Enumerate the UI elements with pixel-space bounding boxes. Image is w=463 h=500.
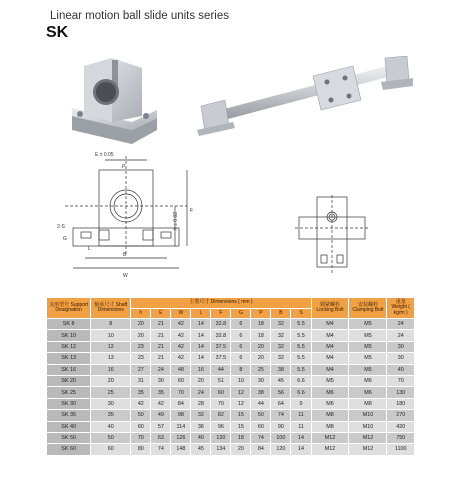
table-cell: 25: [251, 364, 271, 375]
table-cell: 44: [211, 364, 231, 375]
model-cell: SK 25: [47, 387, 91, 398]
dim-h-label: h ± 0.02: [173, 211, 179, 230]
table-cell: 48: [171, 364, 191, 375]
table-cell: 6: [231, 341, 251, 352]
table-cell: 30: [151, 375, 171, 386]
table-cell: 30: [387, 341, 415, 352]
table-cell: 70: [211, 398, 231, 409]
model-title: SK: [46, 24, 69, 41]
front-view-drawing: [55, 150, 200, 290]
table-row: [47, 353, 415, 364]
table-cell: 16: [191, 364, 211, 375]
table-row: [47, 398, 415, 409]
dim-s-label: 2-S: [57, 224, 65, 230]
table-cell: 42: [151, 398, 171, 409]
dim-f-label: F: [190, 208, 194, 214]
table-cell: 90: [271, 421, 291, 432]
table-cell: 74: [271, 410, 291, 421]
table-cell: 6.6: [291, 375, 311, 386]
table-cell: 20: [131, 319, 151, 330]
table-cell: 24: [191, 387, 211, 398]
table-cell: 32: [191, 410, 211, 421]
table-row: [47, 330, 415, 341]
table-cell: 25: [91, 387, 131, 398]
table-cell: 27: [131, 364, 151, 375]
table-cell: 40: [191, 432, 211, 443]
table-cell: 11: [291, 421, 311, 432]
table-cell: 134: [211, 444, 231, 455]
table-cell: M5: [349, 341, 387, 352]
table-cell: 32: [271, 330, 291, 341]
table-cell: 35: [151, 387, 171, 398]
table-cell: 20: [91, 375, 131, 386]
col-dimensions: 主要尺寸 Dimensions ( mm ): [131, 298, 311, 309]
table-cell: 5.5: [291, 364, 311, 375]
table-cell: M4: [311, 330, 349, 341]
table-cell: 130: [387, 387, 415, 398]
table-cell: 8: [91, 319, 131, 330]
table-row: [47, 421, 415, 432]
table-cell: 42: [171, 330, 191, 341]
table-cell: M12: [311, 444, 349, 455]
spec-table-body: [47, 319, 415, 456]
table-cell: 42: [171, 353, 191, 364]
table-cell: 5.5: [291, 353, 311, 364]
table-cell: 14: [191, 341, 211, 352]
table-cell: 20: [251, 341, 271, 352]
table-cell: M5: [349, 319, 387, 330]
table-cell: 32: [271, 353, 291, 364]
table-cell: 6: [231, 330, 251, 341]
table-cell: 15: [231, 421, 251, 432]
table-cell: 14: [291, 444, 311, 455]
col-weight: 重量 Weight ( kg/m ): [387, 298, 415, 319]
table-cell: 30: [251, 375, 271, 386]
model-cell: SK 12: [47, 341, 91, 352]
table-cell: 270: [387, 410, 415, 421]
col-w: W: [171, 309, 191, 319]
table-cell: 60: [131, 421, 151, 432]
table-cell: 42: [131, 398, 151, 409]
table-cell: 5.5: [291, 341, 311, 352]
table-cell: 51: [211, 375, 231, 386]
table-cell: M5: [349, 364, 387, 375]
table-cell: 23: [131, 353, 151, 364]
table-cell: 420: [387, 421, 415, 432]
table-row: [47, 410, 415, 421]
table-cell: M5: [349, 353, 387, 364]
table-cell: 180: [387, 398, 415, 409]
col-s: S: [291, 309, 311, 319]
shaft-assembly-photo: [195, 56, 415, 146]
table-cell: 5.5: [291, 330, 311, 341]
table-cell: 70: [387, 375, 415, 386]
table-cell: 45: [191, 444, 211, 455]
model-cell: SK 8: [47, 319, 91, 330]
table-cell: 21: [151, 319, 171, 330]
table-cell: 148: [171, 444, 191, 455]
dim-e-label: E ± 0.05: [95, 152, 114, 158]
table-cell: 750: [387, 432, 415, 443]
col-clamping: 安装螺栓 Clamping Bolt: [349, 298, 387, 319]
table-cell: 21: [151, 353, 171, 364]
table-cell: 60: [211, 387, 231, 398]
col-locking: 锁紧螺栓 Locking Bolt: [311, 298, 349, 319]
dim-g-label: G: [63, 236, 67, 242]
model-cell: SK 13: [47, 353, 91, 364]
table-cell: 50: [131, 410, 151, 421]
model-cell: SK 16: [47, 364, 91, 375]
table-cell: 14: [291, 432, 311, 443]
table-cell: M8: [349, 398, 387, 409]
side-view-drawing: [295, 195, 375, 285]
table-cell: 42: [171, 341, 191, 352]
table-cell: M12: [311, 432, 349, 443]
table-cell: 28: [191, 398, 211, 409]
table-cell: 50: [251, 410, 271, 421]
table-cell: 18: [251, 319, 271, 330]
table-cell: 30: [91, 398, 131, 409]
table-cell: M6: [311, 387, 349, 398]
col-support: 支座型号 Support Designation: [47, 298, 91, 319]
table-cell: 56: [271, 387, 291, 398]
col-shaft: 轴承尺寸 Shaft Dimensions: [91, 298, 131, 319]
table-cell: 38: [271, 364, 291, 375]
table-cell: 120: [211, 432, 231, 443]
table-cell: 12: [231, 398, 251, 409]
table-cell: 45: [271, 375, 291, 386]
table-cell: 37.5: [211, 341, 231, 352]
table-cell: 20: [231, 444, 251, 455]
table-row: [47, 387, 415, 398]
col-l: L: [191, 309, 211, 319]
table-cell: M5: [349, 330, 387, 341]
model-cell: SK 40: [47, 421, 91, 432]
table-cell: 35: [131, 387, 151, 398]
table-cell: 16: [91, 364, 131, 375]
table-cell: 42: [171, 319, 191, 330]
table-cell: 98: [171, 410, 191, 421]
table-cell: 10: [91, 330, 131, 341]
model-cell: SK 20: [47, 375, 91, 386]
table-cell: 36: [191, 421, 211, 432]
col-b: B: [271, 309, 291, 319]
model-cell: SK 50: [47, 432, 91, 443]
table-cell: 37.5: [211, 353, 231, 364]
table-cell: 12: [231, 387, 251, 398]
table-cell: 40: [91, 421, 131, 432]
table-cell: 1100: [387, 444, 415, 455]
table-cell: 40: [387, 364, 415, 375]
table-cell: 100: [271, 432, 291, 443]
table-cell: 6.6: [291, 387, 311, 398]
table-row: [47, 319, 415, 330]
table-row: [47, 444, 415, 455]
table-row: [47, 364, 415, 375]
table-cell: 32: [271, 319, 291, 330]
col-g: G: [231, 309, 251, 319]
table-cell: 12: [91, 341, 131, 352]
table-cell: 60: [91, 444, 131, 455]
model-cell: SK 35: [47, 410, 91, 421]
table-cell: 96: [211, 421, 231, 432]
table-cell: 13: [91, 353, 131, 364]
table-cell: 24: [387, 319, 415, 330]
model-cell: SK 60: [47, 444, 91, 455]
table-cell: 38: [251, 387, 271, 398]
table-cell: 32.8: [211, 319, 231, 330]
table-cell: 80: [131, 444, 151, 455]
col-f: F: [211, 309, 231, 319]
table-cell: 24: [387, 330, 415, 341]
table-cell: 114: [171, 421, 191, 432]
table-row: [47, 432, 415, 443]
table-cell: M6: [349, 387, 387, 398]
table-cell: 14: [191, 319, 211, 330]
table-cell: 84: [251, 444, 271, 455]
table-cell: 64: [271, 398, 291, 409]
table-cell: 18: [231, 432, 251, 443]
table-cell: 18: [251, 330, 271, 341]
table-cell: M12: [349, 444, 387, 455]
series-title: Linear motion ball slide units series: [50, 10, 229, 22]
col-e: E: [151, 309, 171, 319]
table-cell: 20: [191, 375, 211, 386]
table-cell: 57: [151, 421, 171, 432]
table-cell: 6: [231, 319, 251, 330]
table-cell: M6: [311, 398, 349, 409]
table-cell: 49: [151, 410, 171, 421]
table-cell: 126: [171, 432, 191, 443]
support-block-photo: [72, 58, 157, 146]
table-cell: M5: [311, 375, 349, 386]
table-cell: 10: [231, 375, 251, 386]
table-cell: 60: [171, 375, 191, 386]
table-cell: 74: [151, 444, 171, 455]
table-cell: M4: [311, 341, 349, 352]
table-cell: 120: [271, 444, 291, 455]
table-cell: 5.5: [291, 319, 311, 330]
table-cell: 15: [231, 410, 251, 421]
table-cell: 30: [387, 353, 415, 364]
table-cell: 20: [251, 353, 271, 364]
model-cell: SK 30: [47, 398, 91, 409]
table-cell: 9: [291, 398, 311, 409]
table-row: [47, 341, 415, 352]
table-cell: M4: [311, 364, 349, 375]
col-h: h: [131, 309, 151, 319]
table-cell: 44: [251, 398, 271, 409]
table-cell: 82: [211, 410, 231, 421]
table-cell: 11: [291, 410, 311, 421]
table-cell: 21: [151, 330, 171, 341]
model-cell: SK 10: [47, 330, 91, 341]
table-cell: 20: [131, 330, 151, 341]
table-cell: 21: [151, 341, 171, 352]
table-cell: 50: [91, 432, 131, 443]
spec-table: [46, 297, 415, 456]
table-cell: M8: [311, 410, 349, 421]
table-cell: 14: [191, 330, 211, 341]
table-cell: 14: [191, 353, 211, 364]
table-cell: M6: [349, 375, 387, 386]
table-cell: 35: [91, 410, 131, 421]
table-cell: M8: [311, 421, 349, 432]
table-row: [47, 375, 415, 386]
table-cell: 70: [131, 432, 151, 443]
table-cell: M4: [311, 353, 349, 364]
table-cell: 24: [151, 364, 171, 375]
dim-w-label: W: [123, 273, 128, 279]
dim-p-label: P: [122, 164, 126, 170]
table-cell: 6: [231, 353, 251, 364]
table-cell: 70: [171, 387, 191, 398]
table-cell: 8: [231, 364, 251, 375]
dim-b-label: B: [123, 252, 127, 258]
col-p: P: [251, 309, 271, 319]
table-cell: 23: [131, 341, 151, 352]
table-cell: 32.8: [211, 330, 231, 341]
table-cell: 60: [251, 421, 271, 432]
table-cell: 84: [171, 398, 191, 409]
table-cell: M12: [349, 432, 387, 443]
table-cell: 32: [271, 341, 291, 352]
table-cell: M10: [349, 421, 387, 432]
table-cell: 74: [251, 432, 271, 443]
table-cell: 31: [131, 375, 151, 386]
dim-l-label: L: [88, 246, 91, 252]
table-cell: M10: [349, 410, 387, 421]
table-cell: M4: [311, 319, 349, 330]
table-cell: 63: [151, 432, 171, 443]
